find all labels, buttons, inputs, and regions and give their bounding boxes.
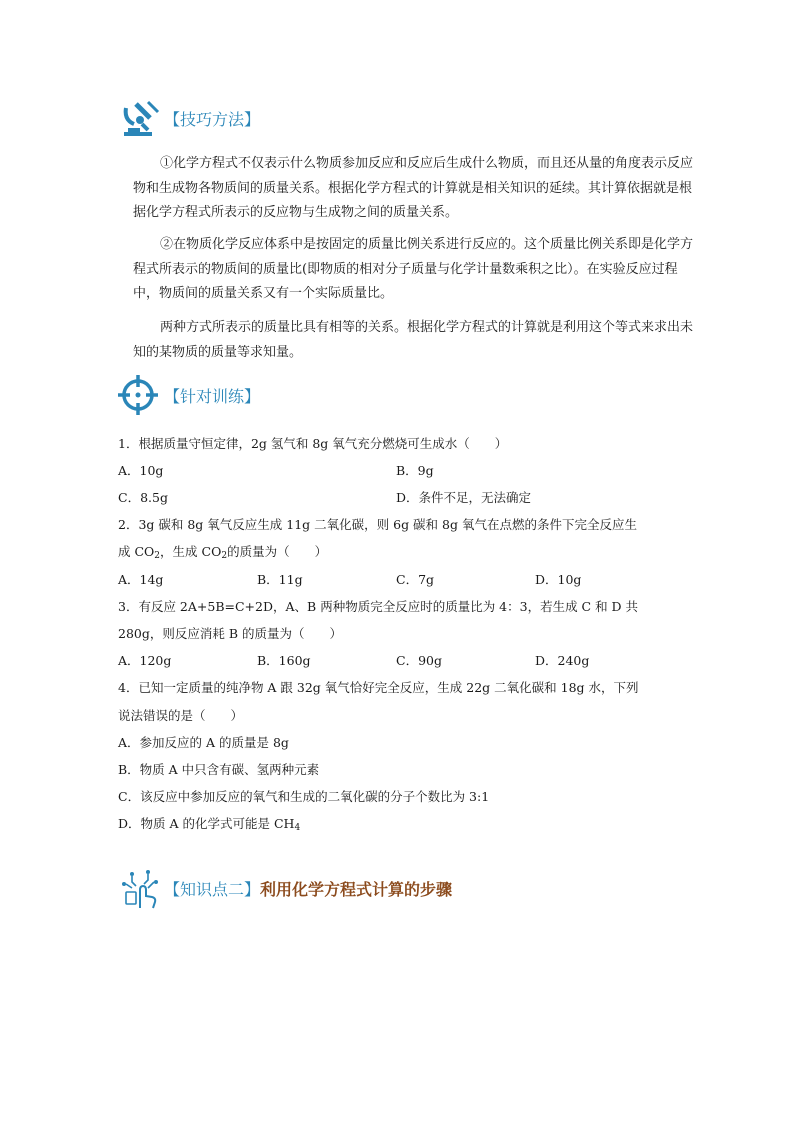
- target-icon: [118, 373, 162, 417]
- question-3-option-d: D．240g: [535, 653, 590, 668]
- question-1-option-c: C．8.5g: [118, 490, 168, 505]
- stem-text: 成 CO: [118, 544, 155, 559]
- question-4-option-d: [118, 814, 300, 833]
- question-2-option-c: C．7g: [396, 572, 435, 587]
- paragraph-2: ②在物质化学反应体系中是按固定的质量比例关系进行反应的。这个质量比例关系即是化学方程式所表示的物质间的质量比(即物质的相对分子质量与化学计量数乘积之比）。在实验反应过程中，物质间的质量关系又有一个实际质量比。: [133, 237, 694, 301]
- stem-text: ，生成 CO: [160, 544, 222, 559]
- option-text: D．物质 A 的化学式可能是 CH: [118, 816, 295, 831]
- paragraph-1: ①化学方程式不仅表示什么物质参加反应和反应后生成什么物质，而且还从量的角度表示反应物和生成物各物质间的质量关系。根据化学方程式的计算就是相关知识的延续。其计算依据就是根据化学方程式所表示的反应物与生成物之间的质量关系。: [133, 156, 694, 220]
- section-title-skills: 【技巧方法】: [164, 109, 261, 129]
- question-4-option-b: B．物质 A 中只含有碳、氢两种元素: [118, 762, 320, 777]
- question-3-stem-line-2: 280g，则反应消耗 B 的质量为（ ）: [118, 626, 342, 641]
- question-1-option-a: A．10g: [118, 463, 164, 478]
- section-title-practice: 【针对训练】: [164, 386, 261, 406]
- question-4-option-a: A．参加反应的 A 的质量是 8g: [118, 735, 289, 750]
- question-1-stem: 1．根据质量守恒定律，2g 氢气和 8g 氧气充分燃烧可生成水（ ）: [118, 436, 508, 451]
- question-3-stem-line-1: 3．有反应 2A+5B=C+2D，A、B 两种物质完全反应时的质量比为 4：3，若生成 C 和 D 共: [118, 599, 639, 614]
- stem-text: 的质量为（ ）: [227, 544, 328, 559]
- question-3-option-a: A．120g: [118, 653, 172, 668]
- question-2-option-d: D．10g: [535, 572, 582, 587]
- question-4-option-c: C．该反应中参加反应的氧气和生成的二氧化碳的分子个数比为 3:1: [118, 789, 490, 804]
- question-1-option-d: D．条件不足，无法确定: [396, 490, 532, 505]
- question-2-stem-line-1: 2．3g 碳和 8g 氧气反应生成 11g 二氧化碳，则 6g 碳和 8g 氧气在点燃的条件下完全反应生: [118, 517, 637, 532]
- touch-circuit-icon: [118, 866, 162, 910]
- section-subtitle-knowledge-point-2: 利用化学方程式计算的步骤: [260, 879, 453, 899]
- paragraph-3: 两种方式所表示的质量比具有相等的关系。根据化学方程式的计算就是利用这个等式来求出未知的某物质的质量等求知量。: [133, 320, 694, 360]
- question-1-option-b: B．9g: [396, 463, 434, 478]
- section-header-skills: [118, 96, 260, 140]
- section-header-knowledge-point-2: [118, 866, 452, 910]
- section-header-practice: [118, 373, 260, 417]
- subscript: 4: [294, 823, 301, 833]
- question-2-stem-line-2: [118, 542, 327, 561]
- microscope-icon: [118, 96, 162, 140]
- section-title-knowledge-point-2: 【知识点二】: [164, 879, 261, 899]
- question-3-option-b: B．160g: [257, 653, 311, 668]
- question-4-stem-line-2: 说法错误的是（ ）: [118, 708, 244, 723]
- question-4-stem-line-1: 4．已知一定质量的纯净物 A 跟 32g 氧气恰好完全反应，生成 22g 二氧化碳和 18g 水，下列: [118, 680, 639, 695]
- question-3-option-c: C．90g: [396, 653, 442, 668]
- question-2-option-b: B．11g: [257, 572, 303, 587]
- question-2-option-a: A．14g: [118, 572, 164, 587]
- subscript: 2: [154, 551, 161, 561]
- subscript: 2: [221, 551, 228, 561]
